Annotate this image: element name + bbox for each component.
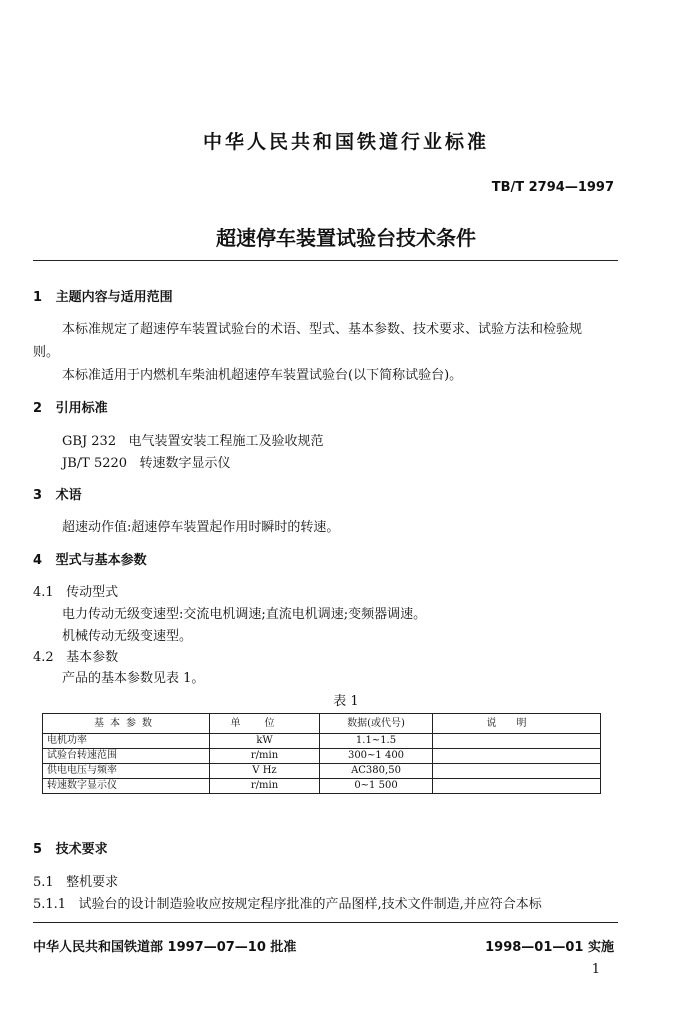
table-header-cell: 单位 bbox=[210, 714, 320, 734]
table-cell: kW bbox=[210, 734, 320, 749]
section-5-heading bbox=[33, 838, 108, 857]
section-1-heading bbox=[33, 286, 173, 305]
reference-item bbox=[62, 430, 324, 449]
table-cell: 试验台转速范围 bbox=[43, 749, 210, 764]
table-cell: 供电电压与频率 bbox=[43, 764, 210, 779]
subsection-4-2-heading bbox=[33, 646, 118, 665]
table-row bbox=[43, 734, 601, 749]
table-header-cell: 数据(或代号) bbox=[320, 714, 433, 734]
paragraph: 机械传动无级变速型。 bbox=[62, 629, 193, 644]
table-row bbox=[43, 749, 601, 764]
table-row bbox=[43, 764, 601, 779]
parameter-table bbox=[42, 713, 601, 794]
title-divider bbox=[33, 260, 618, 261]
paragraph: 产品的基本参数见表 1。 bbox=[62, 671, 205, 686]
section-number: 3 bbox=[33, 488, 43, 503]
standard-number: TB/T 2794—1997 bbox=[491, 180, 614, 195]
table-cell bbox=[433, 764, 601, 779]
subsection-4-1-heading bbox=[33, 581, 118, 600]
subsection-number: 4.1 bbox=[33, 585, 54, 600]
section-number: 4 bbox=[33, 553, 43, 568]
table-row bbox=[43, 779, 601, 794]
table-cell: AC380,50 bbox=[320, 764, 433, 779]
reference-title: 电气装置安装工程施工及验收规范 bbox=[128, 434, 324, 449]
section-title: 主题内容与适用范围 bbox=[55, 290, 173, 305]
section-title: 型式与基本参数 bbox=[55, 553, 147, 568]
paragraph: 则。 bbox=[33, 345, 60, 360]
table-header-cell: 说明 bbox=[433, 714, 601, 734]
clause-number: 5.1.1 bbox=[33, 897, 67, 912]
effective-date: 1998—01—01 实施 bbox=[485, 940, 614, 955]
reference-code: GBJ 232 bbox=[62, 434, 117, 449]
subsection-number: 5.1 bbox=[33, 875, 54, 890]
table-caption: 表 1 bbox=[333, 694, 359, 709]
section-title: 技术要求 bbox=[55, 842, 108, 857]
table-cell: r/min bbox=[210, 749, 320, 764]
table-cell: 300~1 400 bbox=[320, 749, 433, 764]
section-4-heading bbox=[33, 549, 147, 568]
subsection-title: 整机要求 bbox=[66, 875, 119, 890]
section-number: 1 bbox=[33, 290, 43, 305]
section-title: 引用标准 bbox=[55, 401, 108, 416]
table-cell bbox=[433, 749, 601, 764]
subsection-number: 4.2 bbox=[33, 650, 54, 665]
footer-divider bbox=[33, 922, 618, 923]
table-cell bbox=[433, 779, 601, 794]
section-2-heading bbox=[33, 397, 108, 416]
reference-title: 转速数字显示仪 bbox=[139, 456, 231, 471]
clause-text: 试验台的设计制造验收应按规定程序批准的产品图样,技术文件制造,并应符合本标 bbox=[78, 897, 542, 912]
paragraph: 超速动作值:超速停车装置起作用时瞬时的转速。 bbox=[62, 520, 340, 535]
section-number: 5 bbox=[33, 842, 43, 857]
subsection-title: 传动型式 bbox=[66, 585, 119, 600]
paragraph: 本标准适用于内燃机车柴油机超速停车装置试验台(以下简称试验台)。 bbox=[62, 368, 463, 383]
section-title: 术语 bbox=[55, 488, 82, 503]
table-header-row bbox=[43, 714, 601, 734]
subsection-5-1-heading bbox=[33, 871, 118, 890]
reference-item bbox=[62, 452, 230, 471]
approval-line: 中华人民共和国铁道部 1997—07—10 批准 bbox=[33, 940, 297, 955]
standard-title: 中华人民共和国铁道行业标准 bbox=[202, 131, 489, 153]
table-cell: 电机功率 bbox=[43, 734, 210, 749]
section-3-heading bbox=[33, 484, 82, 503]
table-cell bbox=[433, 734, 601, 749]
table-cell: 0~1 500 bbox=[320, 779, 433, 794]
table-cell: 转速数字显示仪 bbox=[43, 779, 210, 794]
table-cell: r/min bbox=[210, 779, 320, 794]
table-header-cell: 基本参数 bbox=[43, 714, 210, 734]
clause-5-1-1 bbox=[33, 893, 542, 912]
page-number: 1 bbox=[591, 962, 600, 977]
table-cell: 1.1~1.5 bbox=[320, 734, 433, 749]
section-number: 2 bbox=[33, 401, 43, 416]
subsection-title: 基本参数 bbox=[66, 650, 119, 665]
paragraph: 电力传动无级变速型:交流电机调速;直流电机调速;变频器调速。 bbox=[62, 607, 427, 622]
reference-code: JB/T 5220 bbox=[62, 456, 128, 471]
document-title: 超速停车装置试验台技术条件 bbox=[216, 226, 476, 250]
table-cell: V Hz bbox=[210, 764, 320, 779]
paragraph: 本标准规定了超速停车装置试验台的术语、型式、基本参数、技术要求、试验方法和检验规 bbox=[62, 322, 583, 337]
